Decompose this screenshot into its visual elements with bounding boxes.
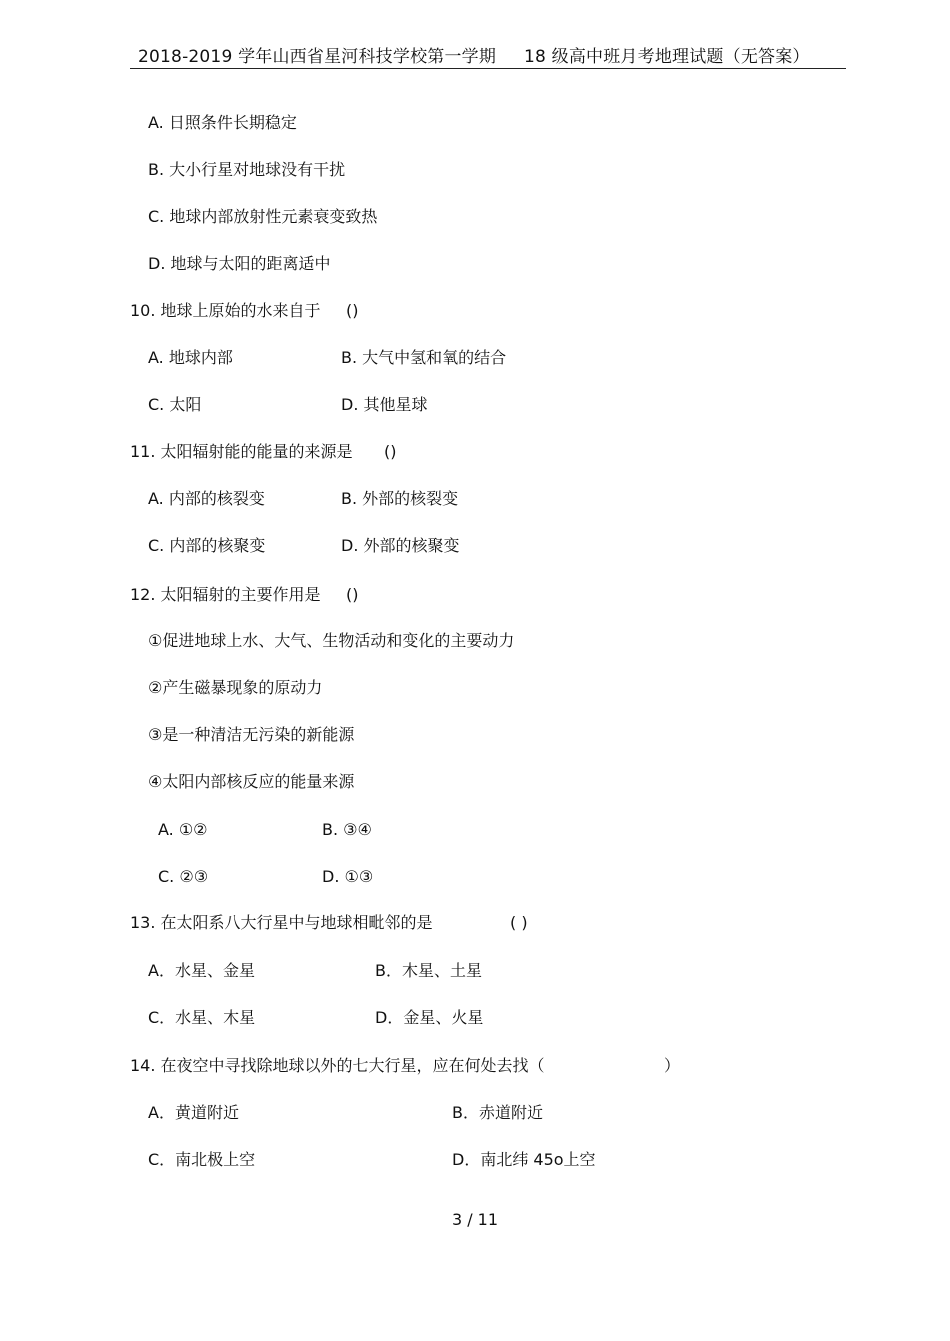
q11-option-b: B. 外部的核裂变: [341, 489, 459, 508]
q14-option-c: C．南北极上空: [148, 1150, 256, 1169]
q11-stem: 11. 太阳辐射能的能量的来源是: [130, 442, 353, 461]
q10-answer-paren: (): [346, 301, 359, 320]
q14-option-a: A．黄道附近: [148, 1103, 239, 1122]
q12-stem: 12. 太阳辐射的主要作用是: [130, 585, 321, 604]
q11-option-c: C. 内部的核聚变: [148, 536, 266, 555]
q9-option-c: C. 地球内部放射性元素衰变致热: [148, 207, 378, 226]
q13-option-a: A．水星、金星: [148, 961, 255, 980]
q14-option-b: B．赤道附近: [452, 1103, 543, 1122]
q14-stem: 14. 在夜空中寻找除地球以外的七大行星，应在何处去找（: [130, 1056, 545, 1075]
q11-option-a: A. 内部的核裂变: [148, 489, 265, 508]
q11-answer-paren: (): [384, 442, 397, 461]
q14-option-d: D．南北纬 45o上空: [452, 1150, 596, 1169]
page-header: [130, 40, 846, 68]
q9-option-a: A. 日照条件长期稳定: [148, 113, 297, 132]
header-school-term: 2018-2019 学年山西省星河科技学校第一学期: [138, 47, 497, 67]
page-number: 3 / 11: [451, 1210, 499, 1229]
q12-option-b: B. ③④: [322, 820, 372, 839]
q12-option-c: C. ②③: [158, 867, 209, 886]
q10-option-d: D. 其他星球: [341, 395, 428, 414]
q12-option-d: D. ①③: [322, 867, 374, 886]
q11-option-d: D. 外部的核聚变: [341, 536, 460, 555]
q14-answer-paren: ）: [664, 1056, 681, 1075]
q13-answer-paren: ( ): [510, 913, 528, 932]
header-exam-title: 18 级高中班月考地理试题（无答案）: [524, 47, 810, 67]
q12-answer-paren: (): [346, 585, 359, 604]
q9-option-b: B. 大小行星对地球没有干扰: [148, 160, 346, 179]
q10-option-a: A. 地球内部: [148, 348, 233, 367]
q12-statement-2: ②产生磁暴现象的原动力: [148, 678, 323, 697]
q12-statement-4: ④太阳内部核反应的能量来源: [148, 772, 355, 791]
q13-stem: 13. 在太阳系八大行星中与地球相毗邻的是: [130, 913, 433, 932]
q13-option-b: B．木星、土星: [375, 961, 482, 980]
q12-option-a: A. ①②: [158, 820, 208, 839]
q13-option-c: C．水星、木星: [148, 1008, 256, 1027]
q12-statement-3: ③是一种清洁无污染的新能源: [148, 725, 355, 744]
q12-statement-1: ①促进地球上水、大气、生物活动和变化的主要动力: [148, 631, 515, 650]
q10-option-c: C. 太阳: [148, 395, 202, 414]
q10-option-b: B. 大气中氢和氧的结合: [341, 348, 507, 367]
header-rule: [130, 68, 846, 69]
q10-stem: 10. 地球上原始的水来自于: [130, 301, 321, 320]
q9-option-d: D. 地球与太阳的距离适中: [148, 254, 331, 273]
q13-option-d: D．金星、火星: [375, 1008, 484, 1027]
